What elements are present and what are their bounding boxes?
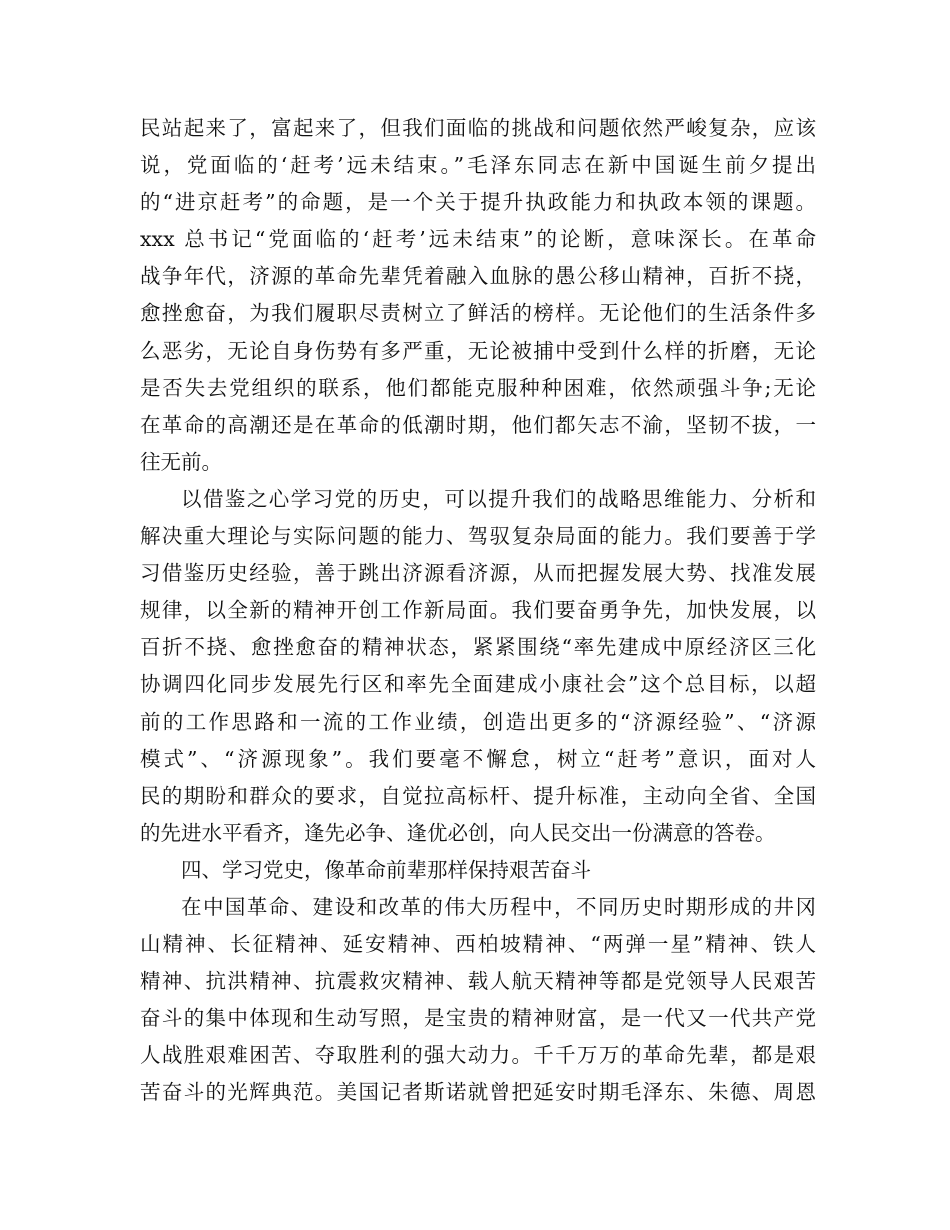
text-line: 在革命的高潮还是在革命的低潮时期，他们都矢志不渝，坚韧不拔，一 bbox=[140, 412, 816, 437]
paragraph-first-line: 在中国革命、建设和改革的伟大历程中，不同历史时期形成的井冈 bbox=[181, 894, 816, 919]
text-line: 精神、抗洪精神、抗震救灾精神、载人航天精神等都是党领导人民艰苦 bbox=[140, 969, 816, 994]
text-line: 人战胜艰难困苦、夺取胜利的强大动力。千千万万的革命先辈，都是艰 bbox=[140, 1043, 816, 1068]
paragraph-first-line: 以借鉴之心学习党的历史，可以提升我们的战略思维能力、分析和 bbox=[181, 486, 816, 511]
text-line: 前的工作思路和一流的工作业绩，创造出更多的“济源经验”、“济源 bbox=[140, 709, 816, 734]
text-line: 规律，以全新的精神开创工作新局面。我们要奋勇争先，加快发展，以 bbox=[140, 598, 816, 623]
text-line: 的“进京赶考”的命题，是一个关于提升执政能力和执政本领的课题。 bbox=[140, 190, 816, 215]
text-line: 模式”、“济源现象”。我们要毫不懈怠，树立“赶考”意识，面对人 bbox=[140, 746, 816, 771]
text-line: 苦奋斗的光辉典范。美国记者斯诺就曾把延安时期毛泽东、朱德、周恩 bbox=[140, 1080, 816, 1105]
text-line: 的先进水平看齐，逢先必争、逢优必创，向人民交出一份满意的答卷。 bbox=[140, 820, 776, 845]
text-line: 协调四化同步发展先行区和率先全面建成小康社会”这个总目标，以超 bbox=[140, 672, 816, 697]
section-heading: 四、学习党史，像革命前辈那样保持艰苦奋斗 bbox=[181, 857, 591, 882]
text-line: 山精神、长征精神、延安精神、西柏坡精神、“两弹一星”精神、铁人 bbox=[140, 932, 816, 957]
document-body bbox=[140, 110, 816, 1112]
text-line: 解决重大理论与实际问题的能力、驾驭复杂局面的能力。我们要善于学 bbox=[140, 524, 816, 549]
text-line: 说，党面临的‘赶考’远未结束。”毛泽东同志在新中国诞生前夕提出 bbox=[140, 153, 816, 178]
text-line: 愈挫愈奋，为我们履职尽责树立了鲜活的榜样。无论他们的生活条件多 bbox=[140, 301, 816, 326]
text-line: 战争年代，济源的革命先辈凭着融入血脉的愚公移山精神，百折不挠， bbox=[140, 264, 816, 289]
text-line: 往无前。 bbox=[140, 449, 222, 474]
text-line: 民站起来了，富起来了，但我们面临的挑战和问题依然严峻复杂，应该 bbox=[140, 116, 816, 140]
text-line: 是否失去党组织的联系，他们都能克服种种困难，依然顽强斗争;无论 bbox=[140, 375, 816, 400]
text-line: 习借鉴历史经验，善于跳出济源看济源，从而把握发展大势、找准发展 bbox=[140, 561, 816, 586]
text-line: xxx 总书记“党面临的‘赶考’远未结束”的论断，意味深长。在革命 bbox=[140, 227, 816, 252]
text-line: 么恶劣，无论自身伤势有多严重，无论被捕中受到什么样的折磨，无论 bbox=[140, 338, 816, 363]
text-line: 百折不挠、愈挫愈奋的精神状态，紧紧围绕“率先建成中原经济区三化 bbox=[140, 635, 816, 660]
text-line: 奋斗的集中体现和生动写照，是宝贵的精神财富，是一代又一代共产党 bbox=[140, 1006, 816, 1031]
text-line: 民的期盼和群众的要求，自觉拉高标杆、提升标准，主动向全省、全国 bbox=[140, 783, 816, 808]
